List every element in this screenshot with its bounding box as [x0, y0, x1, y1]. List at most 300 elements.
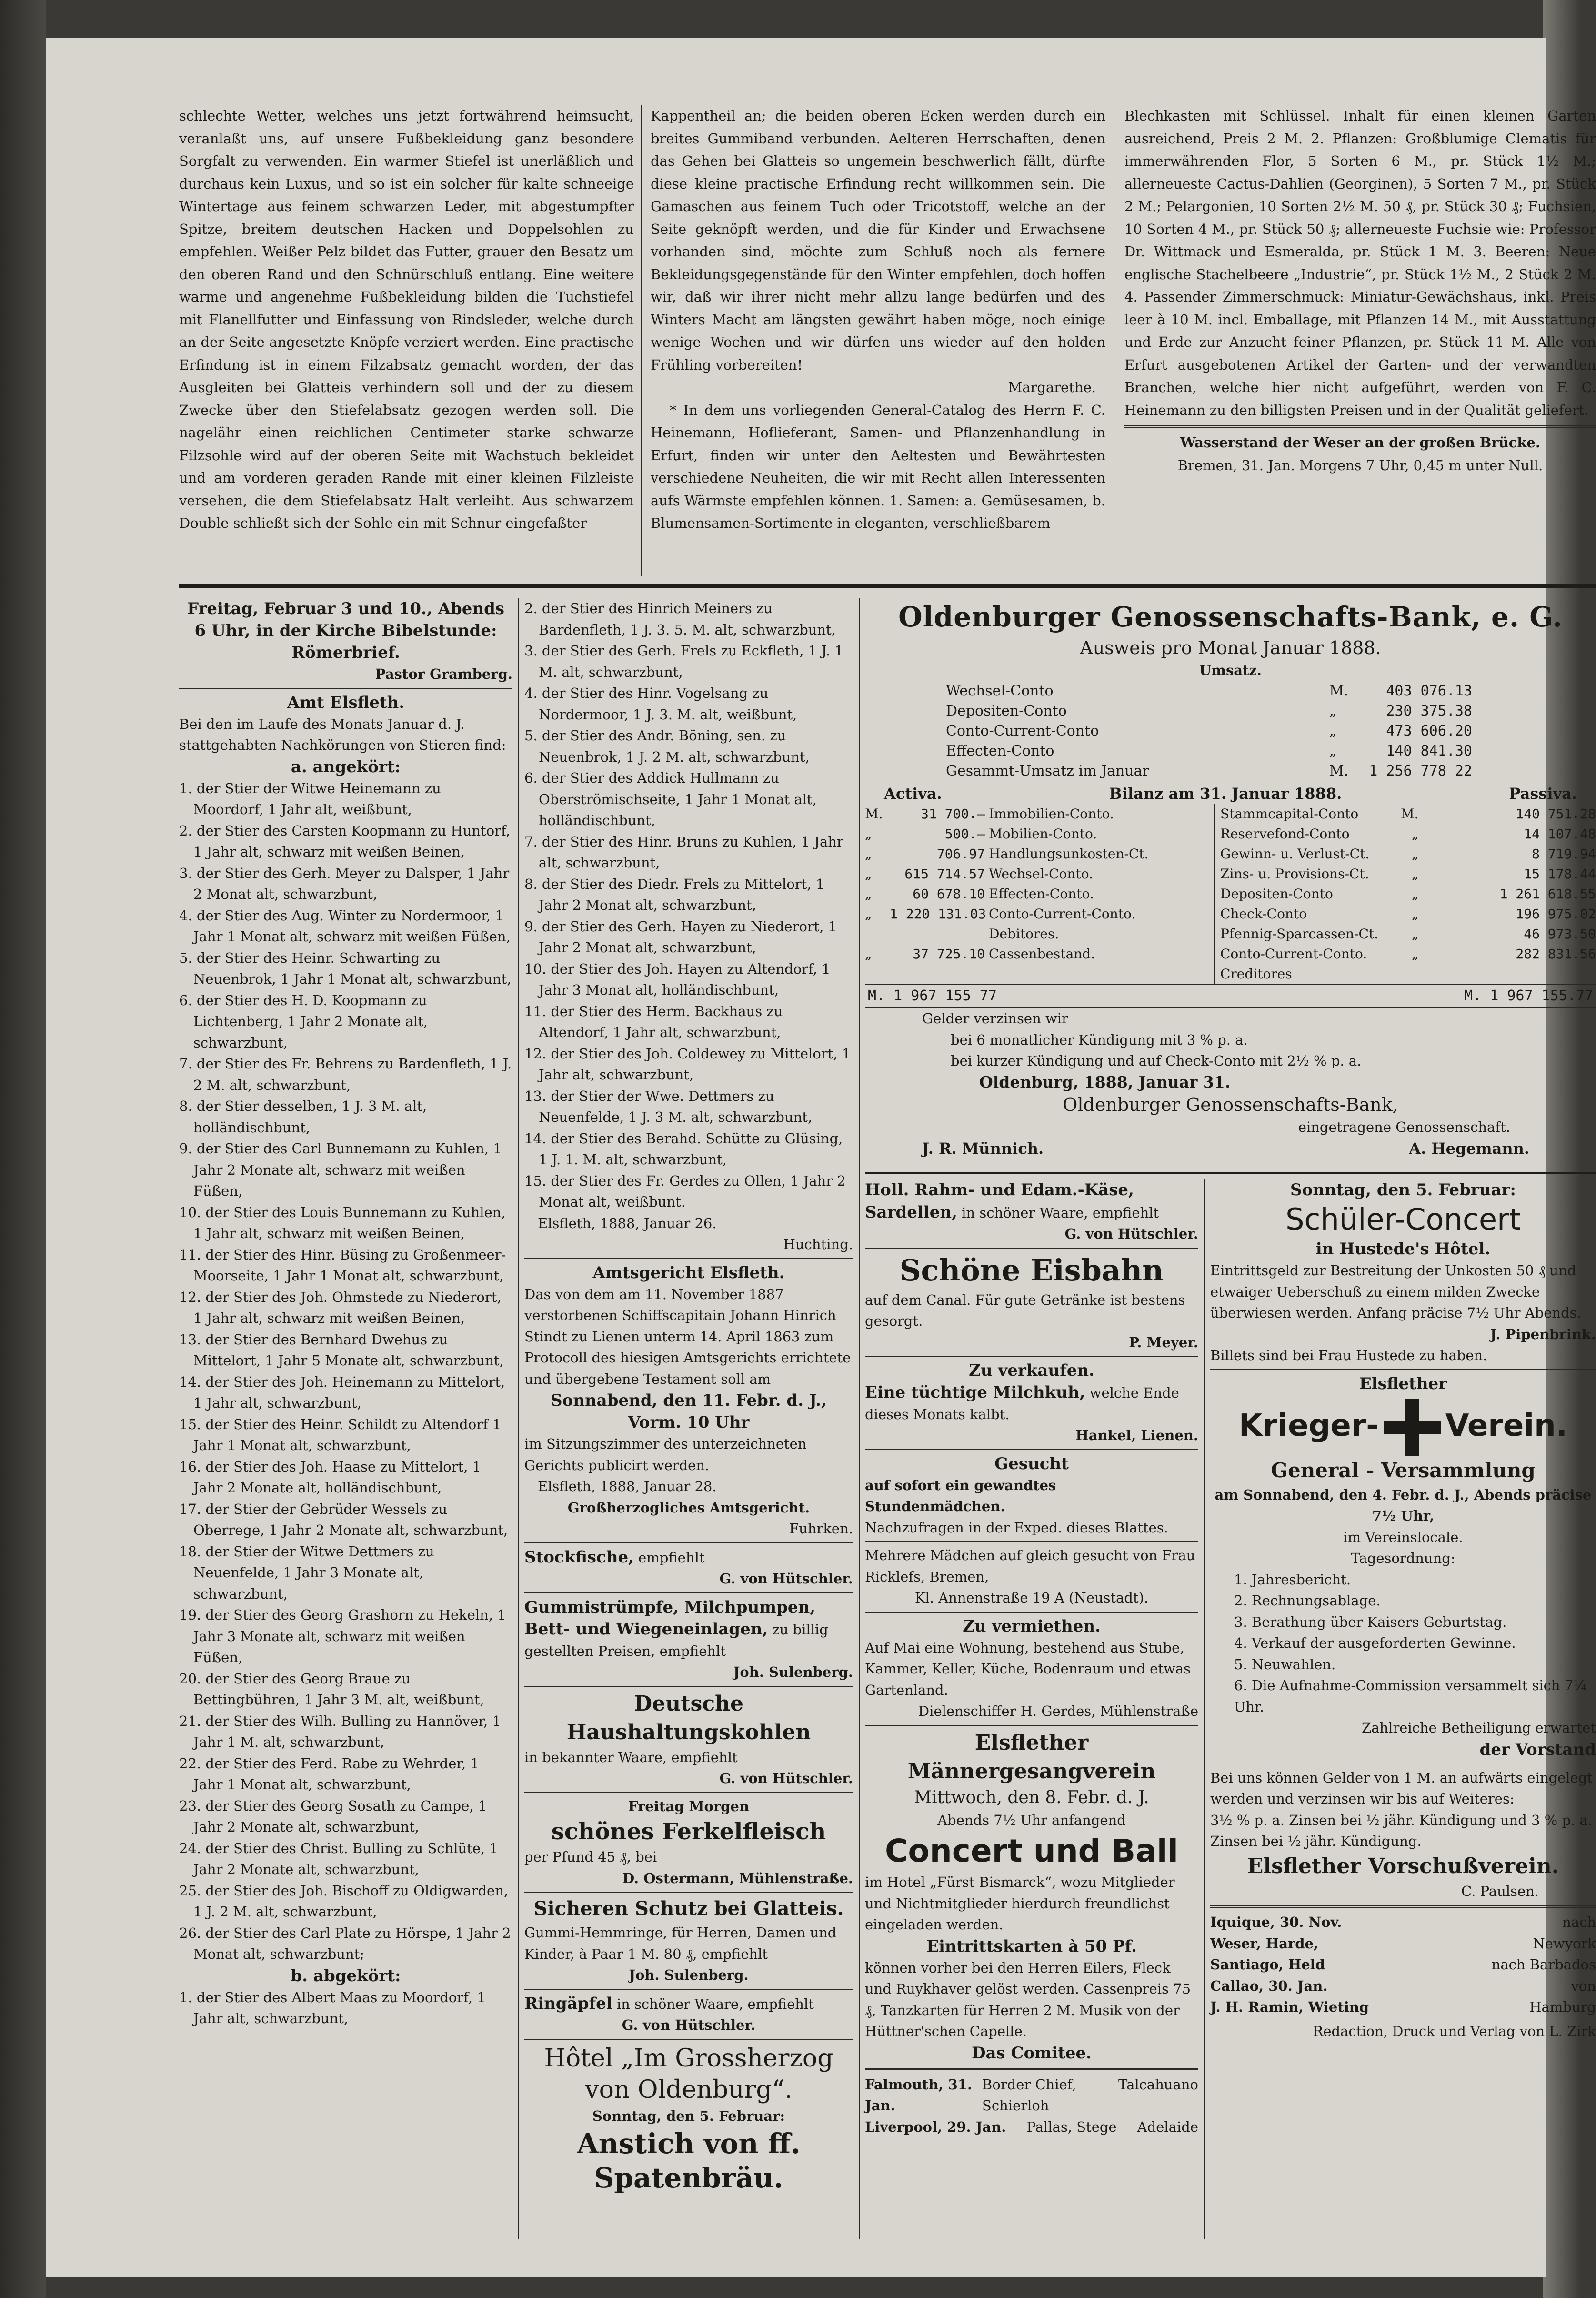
ad-text: Nachzufragen in der Exped. dieses Blattes.	[865, 1519, 1168, 1536]
ship-row	[865, 2117, 1198, 2138]
umsatz-row	[946, 761, 1472, 781]
divider	[1210, 1369, 1596, 1370]
stier-entry: 5. der Stier des Andr. Böning, sen. zu Neuenbrok, 1 J. 2 M. alt, schwarzbunt,	[524, 727, 810, 765]
passiva-heading: Passiva.	[1509, 784, 1577, 803]
ship-field: Liverpool, 29. Jan.	[865, 2118, 1006, 2135]
ad-signature: G. von Hütschler.	[1064, 1226, 1198, 1242]
umsatz-value: 1 256 778 22	[1369, 762, 1472, 779]
ad-text: auf dem Canal. Für gute Getränke ist bestens gesorgt.	[865, 1291, 1185, 1329]
divider	[865, 2068, 1198, 2070]
concert-billets: Billets sind bei Frau Hustede zu haben.	[1210, 1347, 1487, 1363]
signature: A. Hegemann.	[1409, 1139, 1529, 1158]
stier-entry: 3. der Stier des Gerh. Frels zu Eckfleth, 1 J. 1 M. alt, schwarzbunt,	[524, 643, 843, 680]
verein-word: Verein.	[1445, 1408, 1568, 1443]
divider	[865, 1172, 1596, 1174]
abgekoert-list	[179, 1987, 512, 2029]
ad-text: zu billig gestellten Preisen, empfiehlt	[524, 1622, 828, 1659]
feuilleton-column-1	[179, 105, 634, 576]
concert-date: Sonntag, den 5. Februar:	[1290, 1180, 1516, 1199]
bank-report	[865, 598, 1596, 1167]
bilanz-heading: Bilanz am 31. Januar 1888.	[1109, 784, 1342, 803]
ship-field: Falmouth, 31. Jan.	[865, 2076, 973, 2114]
activa-currency: „	[865, 886, 872, 902]
ad-title: auf sofort ein gewandtes Stundenmädchen.	[865, 1477, 1056, 1514]
verein-title: Elsflether Männergesangverein	[907, 1730, 1156, 1784]
passiva-value: 15 178.44	[1524, 866, 1596, 882]
stier-entry: 15. der Stier des Fr. Gerdes zu Ollen, 1 Jahr 2 Monat alt, weißbunt.	[524, 1172, 846, 1210]
ship-field: Newyork	[1533, 1935, 1596, 1952]
activa-label: Wechsel-Conto.	[989, 866, 1093, 882]
umsatz-label: Wechsel-Conto	[946, 682, 1054, 699]
ad-text: welche Ende dieses Monats kalbt.	[865, 1385, 1179, 1422]
advertisements-section	[179, 598, 1596, 2239]
umsatz-heading: Umsatz.	[1199, 662, 1262, 678]
umsatz-label: Effecten-Conto	[946, 742, 1054, 759]
activa-row	[865, 864, 1208, 884]
ad-text: in schöner Waare, empfiehlt	[616, 1996, 814, 2012]
stier-entry: 19. der Stier des Georg Grashorn zu Hekeln, 1 Jahr 3 Monate alt, schwarz mit weißen Füßen,	[179, 1607, 506, 1665]
ads-column-d	[1210, 1179, 1596, 2239]
stier-entry: 25. der Stier des Joh. Bischoff zu Oldigwarden, 1 J. 2 M. alt, schwarzbunt,	[179, 1882, 509, 1920]
passiva-label: Check-Conto	[1220, 906, 1307, 922]
stier-entry: 26. der Stier des Carl Plate zu Hörspe, 1 Jahr 2 Monat alt, schwarzbunt;	[179, 1925, 511, 1962]
stier-entry: 1. der Stier der Witwe Heinemann zu Moordorf, 1 Jahr alt, weißbunt,	[179, 780, 441, 817]
ad-signature: Hankel, Lienen.	[1075, 1427, 1198, 1443]
umsatz-table	[865, 681, 1596, 781]
total-passiva: M. 1 967 155.77	[1464, 988, 1593, 1004]
activa-currency: M.	[865, 806, 883, 822]
catalog-notice: * In dem uns vorliegenden General-Catalog des Herrn F. C. Heinemann, Hoflieferant, Samen- und Pflanzenhandlung in Erfurt, finden wir unter den Aeltesten und Bewährtesten verschiedene Neuheiten, die wir mit Recht allen Interessenten aufs Wärmste empfehlen können. 1. Samen: a. Gemüsesamen, b. Blumensamen-Sortimente in eleganten, verschließbarem	[651, 402, 1105, 531]
section-divider	[179, 584, 1596, 588]
activa-label: Cassenbestand.	[989, 946, 1095, 962]
eisbahn-title: Schöne Eisbahn	[899, 1252, 1164, 1288]
bank-place-date: Oldenburg, 1888, Januar 31.	[979, 1072, 1231, 1091]
total-activa: M. 1 967 155 77	[868, 988, 997, 1004]
activa-label: Immobilien-Conto.	[989, 806, 1114, 822]
stier-entry: 13. der Stier der Wwe. Dettmers zu Neuenfelde, 1 J. 3 M. alt, schwarzbunt,	[524, 1088, 813, 1125]
zins-text: bei 6 monatlicher Kündigung mit 3 % p. a.	[951, 1031, 1248, 1048]
ship-field: von	[1571, 1977, 1596, 1994]
ad-title: Gummistrümpfe, Milchpumpen, Bett- und Wiegeneinlagen,	[524, 1597, 816, 1639]
activa-currency: „	[865, 866, 872, 882]
umsatz-currency: „	[1329, 722, 1337, 739]
zins-text: bei kurzer Kündigung und auf Check-Conto mit 2½ % p. a.	[951, 1053, 1362, 1069]
umsatz-currency: M.	[1329, 682, 1349, 699]
date-line: Elsfleth, 1888, Januar 26.	[538, 1215, 717, 1231]
passiva-label: Zins- u. Provisions-Ct.	[1220, 866, 1369, 882]
stier-entry: 2. der Stier des Carsten Koopmann zu Huntorf, 1 Jahr alt, schwarz mit weißen Beinen,	[179, 822, 510, 860]
concert-venue: in Hustede's Hôtel.	[1315, 1240, 1491, 1259]
ad-signature: P. Meyer.	[1129, 1334, 1198, 1351]
comitee-signature: Das Comitee.	[972, 2043, 1092, 2063]
amtsgericht-text: im Sitzungszimmer des unterzeichneten Gerichts publicirt werden.	[524, 1436, 807, 1473]
agenda-item: 3. Berathung über Kaisers Geburtstag.	[1234, 1613, 1507, 1630]
passiva-row	[1220, 904, 1596, 924]
stier-entry: 18. der Stier der Witwe Dettmers zu Neuenfelde, 1 Jahr 3 Monate alt, schwarzbunt,	[179, 1543, 434, 1602]
activa-row	[865, 804, 1208, 824]
ad-signature: Joh. Sulenberg.	[733, 1664, 853, 1680]
page-content	[179, 105, 1596, 2239]
umsatz-currency: M.	[1329, 762, 1349, 779]
ad-text: Gummi-Hemmringe, für Herren, Damen und Kinder, à Paar 1 M. 80 ₰, empfiehlt	[524, 1925, 837, 1962]
stier-entry: 9. der Stier des Carl Bunnemann zu Kuhlen, 1 Jahr 2 Monate alt, schwarz mit weißen Füßen,	[179, 1140, 502, 1199]
ad-text: in schöner Waare, empfiehlt	[962, 1204, 1159, 1221]
catalog-notice: Blechkasten mit Schlüssel. Inhalt für einen kleinen Garten ausreichend, Preis 2 M. 2. Pflanzen: Großblumige Clematis für immerwährenden Flor, 5 Sorten 6 M., pr. Stück 1½ M.; allerneueste Cactus-Dahlien (Georginen), 5 Sorten 7 M., pr. Stück 2 M.; Pelargonien, 10 Sorten 2½ M. 50 ₰, pr. Stück 30 ₰; Fuchsien, 10 Sorten 4 M., pr. Stück 50 ₰; allerneueste Fuchsie wie: Professor Dr. Wittmack und Esmeralda, pr. Stück 1 M. 3. Beeren: Neue englische Stachelbeere „Industrie“, pr. Stück 1½ M., 2 Stück 2 M. 4. Passender Zimmerschmuck: Miniatur-Gewächshaus, inkl. Preis leer à 10 M. incl. Emballage, mit Pflanzen 14 M., mit Ausstattung und Erde zur Anzucht feiner Pflanzen, pr. Stück 11 M. Alle von Erfurt ausgebotenen Artikel der Garten- und der verwandten Branchen, welche hier nicht aufgeführt, werden von F. C. Heinemann zu den billigsten Preisen und in der Qualität geliefert.	[1124, 108, 1596, 418]
vorschuss-title: Elsflether Vorschußverein.	[1247, 1854, 1559, 1878]
activa-value: 31 700.—	[921, 806, 985, 822]
stier-entry: 14. der Stier des Joh. Heinemann zu Mittelort, 1 Jahr alt, schwarzbunt,	[179, 1373, 505, 1411]
activa-currency: „	[865, 846, 872, 862]
passiva-row	[1220, 824, 1596, 844]
pastor-name: Pastor Gramberg.	[375, 666, 512, 682]
activa-label: Conto-Current-Conto. Debitores.	[989, 906, 1136, 942]
signature: Huchting.	[783, 1236, 853, 1252]
stier-entry: 11. der Stier des Hinr. Büsing zu Großenmeer-Moorseite, 1 Jahr 1 Monat alt, schwarzbunt,	[179, 1246, 506, 1284]
bank-signatures	[865, 1138, 1596, 1159]
stier-entry: 7. der Stier des Hinr. Bruns zu Kuhlen, 1 Jahr alt, schwarzbunt,	[524, 833, 843, 871]
feuilleton-column-3	[1124, 105, 1596, 576]
passiva-label: Stammcapital-Conto	[1220, 806, 1359, 822]
activa-value: 1 220 131.03	[890, 906, 986, 922]
ad-text: in bekannter Waare, empfiehlt	[524, 1749, 738, 1765]
ship-row	[1210, 1954, 1596, 1975]
gv-place: im Vereinslocale.	[1343, 1529, 1463, 1545]
divider	[865, 1449, 1198, 1450]
stier-entry: 16. der Stier des Joh. Haase zu Mittelort, 1 Jahr 2 Monate alt, holländischbunt,	[179, 1458, 482, 1496]
bank-ausweis: Ausweis pro Monat Januar 1888.	[1080, 637, 1381, 658]
vorstand-signature: der Vorstand	[1479, 1740, 1596, 1759]
ad-text: können vorher bei den Herren Eilers, Fleck und Ruykhaver gelöst werden. Cassenpreis 75 ₰, Tanzkarten für Herren 2 M. Musik von der Hüttner'schen Capelle.	[865, 1959, 1191, 2039]
ad-text: per Pfund 45 ₰, bei	[524, 1849, 657, 1865]
stier-entry: 12. der Stier des Joh. Ohmstede zu Niederort, 1 Jahr alt, schwarz mit weißen Beinen,	[179, 1289, 502, 1326]
ad-text: Auf Mai eine Wohnung, bestehend aus Stube, Kammer, Keller, Küche, Bodenraum und etwas Gartenland.	[865, 1639, 1191, 1698]
water-level-title: Wasserstand der Weser an der großen Brücke.	[1180, 434, 1540, 451]
krieger-word: Krieger-	[1238, 1408, 1379, 1443]
impressum: Redaction, Druck und Verlag von L. Zirk	[1313, 2023, 1596, 2039]
hotel-date: Sonntag, den 5. Februar:	[592, 2107, 785, 2124]
activa-currency: „	[865, 906, 872, 922]
ship-row	[1210, 1933, 1596, 1955]
umsatz-value: 473 606.20	[1386, 722, 1472, 739]
passiva-row	[1220, 944, 1596, 984]
passiva-value: 140 751.28	[1516, 806, 1596, 822]
agenda-item: 4. Verkauf der ausgeforderten Gewinne.	[1234, 1635, 1516, 1651]
divider	[865, 1248, 1198, 1249]
stier-entry: 6. der Stier des H. D. Koopmann zu Lichtenberg, 1 Jahr 2 Monate alt, schwarzbunt,	[179, 992, 428, 1051]
gv-date: am Sonnabend, den 4. Febr. d. J., Abends präcise 7½ Uhr,	[1215, 1486, 1592, 1524]
activa-row	[865, 844, 1208, 864]
umsatz-label: Depositen-Conto	[946, 702, 1067, 719]
activa-value: 706.97	[936, 846, 985, 862]
umsatz-label: Conto-Current-Conto	[946, 722, 1099, 739]
activa-row	[865, 904, 1208, 944]
list-heading: b. abgekört:	[291, 1966, 401, 1986]
passiva-row	[1220, 924, 1596, 944]
angekoert-list	[179, 778, 512, 1965]
krieger-town: Elsflether	[1359, 1374, 1447, 1393]
activa-value: 60 678.10	[913, 886, 985, 902]
umsatz-row	[946, 681, 1472, 701]
tagesordnung-heading: Tagesordnung:	[1351, 1550, 1455, 1566]
activa-label: Handlungsunkosten-Ct.	[989, 846, 1149, 862]
activa-row	[865, 824, 1208, 844]
ad-heading: Zu verkaufen.	[969, 1361, 1094, 1380]
ad-text: empfiehlt	[638, 1549, 705, 1566]
amt-column	[179, 598, 512, 2239]
stier-entry: 1. der Stier des Albert Maas zu Moordorf, 1 Jahr alt, schwarzbunt,	[179, 1989, 486, 2026]
ad-text: im Hotel „Fürst Bismarck“, wozu Mitglieder und Nichtmitglieder hierdurch freundlichst eingeladen werden.	[865, 1874, 1175, 1933]
sparen-text: Bei uns können Gelder von 1 M. an aufwärts eingelegt werden und verzinsen wir bis auf Weiteres:	[1210, 1769, 1593, 1807]
stier-entry: 8. der Stier desselben, 1 J. 3 M. alt, holländischbunt,	[179, 1098, 427, 1136]
judge-name: Fuhrken.	[789, 1521, 853, 1537]
agenda-item: 1. Jahresbericht.	[1234, 1571, 1351, 1588]
ad-signature: G. von Hütschler.	[719, 1571, 853, 1587]
middle-column	[524, 598, 853, 2239]
ad-title: Deutsche Haushaltungskohlen	[566, 1691, 811, 1744]
ad-title: Stockfische,	[524, 1547, 634, 1567]
passiva-label: Conto-Current-Conto. Creditores	[1220, 946, 1367, 982]
bilanz-header	[865, 783, 1596, 805]
umsatz-value: 230 375.38	[1386, 702, 1472, 719]
umsatz-currency: „	[1329, 742, 1337, 759]
stier-entry: 22. der Stier des Ferd. Rabe zu Wehrder, 1 Jahr 1 Monat alt, schwarzbunt,	[179, 1755, 479, 1793]
ad-title: Sicheren Schutz bei Glatteis.	[533, 1897, 844, 1920]
passiva-value: 14 107.48	[1524, 826, 1596, 842]
stier-entry: 15. der Stier des Heinr. Schildt zu Altendorf 1 Jahr 1 Monat alt, schwarzbunt,	[179, 1416, 502, 1453]
divider	[524, 2039, 853, 2040]
stier-entry: 2. der Stier des Hinrich Meiners zu Bardenfleth, 1 J. 3. 5. M. alt, schwarzbunt,	[524, 600, 836, 638]
passiva-currency: „	[1411, 926, 1419, 942]
eintritt-title: Eintrittskarten à 50 Pf.	[926, 1936, 1137, 1956]
activa-row	[865, 944, 1208, 964]
passiva-value: 282 831.56	[1516, 946, 1596, 962]
stier-entry: 17. der Stier der Gebrüder Wessels zu Oberrege, 1 Jahr 2 Monate alt, schwarzbunt,	[179, 1501, 508, 1538]
article-text: schlechte Wetter, welches uns jetzt fortwährend heimsucht, veranlaßt uns, auf unsere Fußbekleidung ganz besondere Sorgfalt zu verwenden. Ein warmer Stiefel ist unerläßlich und durchaus kein Luxus, und so ist ein solcher für kalte schneeige Wintertage aus feinem schwarzen Leder, mit abgestumpfter Spitze, breitem deutschen Hacken und Doppelsohlen zu empfehlen. Weißer Pelz bildet das Futter, grauer den Besatz um den oberen Rand und den Schnürschluß entlang. Eine weitere warme und angenehme Fußbekleidung bilden die Tuchstiefel mit Flanellfutter und Einfassung von Rindsleder, welche durch an der Seite angesetzte Knöpfe verziert werden. Eine practische Erfindung ist in einem Filzabsatz gemacht worden, der das Ausgleiten bei Glatteis verhindern soll und der zu diesem Zwecke über den Stiefelabsatz gezogen werden soll. Die nagelähr einen reichlichen Centimeter starke schwarze Filzsohle wird auf der oberen Seite mit Wachstuch bekleidet und am vorderen geraden Rande mit einer kleinen Filzleiste versehen, die dem Stiefelabsatz Halt verleiht. Aus schwarzem Double schließt sich der Sohle ein mit Schnur eingefaßter	[179, 108, 634, 531]
bilanz-table	[865, 804, 1596, 984]
divider	[524, 1686, 853, 1687]
activa-value: 37 725.10	[913, 946, 985, 962]
date-line: Elsfleth, 1888, Januar 28.	[538, 1478, 717, 1494]
water-level-text: Bremen, 31. Jan. Morgens 7 Uhr, 0,45 m unter Null.	[1177, 457, 1543, 474]
ship-row	[1210, 1996, 1596, 2018]
passiva-currency: „	[1411, 846, 1419, 862]
passiva-row	[1220, 864, 1596, 884]
ad-pre: Freitag Morgen	[628, 1798, 749, 1814]
passiva-value: 8 719.94	[1532, 846, 1596, 862]
stier-entry: 20. der Stier des Georg Braue zu Bettingbühren, 1 Jahr 3 M. alt, weißbunt,	[179, 1670, 484, 1708]
column-divider	[518, 598, 519, 2239]
amt-title: Amt Elsfleth.	[287, 693, 405, 712]
stier-list-continued	[524, 598, 853, 1213]
passiva-row	[1220, 884, 1596, 904]
ad-signature: G. von Hütschler.	[622, 2017, 756, 2033]
concert-title: Schüler-Concert	[1285, 1202, 1521, 1237]
stier-entry: 21. der Stier des Wilh. Bulling zu Hannöver, 1 Jahr 1 M. alt, schwarzbunt,	[179, 1713, 501, 1750]
ship-field: Weser, Harde,	[1210, 1935, 1319, 1952]
passiva-currency: „	[1411, 826, 1419, 842]
amtsgericht-title: Amtsgericht Elsfleth.	[592, 1263, 785, 1282]
passiva-row	[1220, 844, 1596, 864]
activa-label: Mobilien-Conto.	[989, 826, 1097, 842]
article-text: Kappentheil an; die beiden oberen Ecken werden durch ein breites Gummiband verbunden. Aelteren Herrschaften, denen das Gehen bei Glatteis so ungemein beschwerlich fällt, dürfte diese kleine practische Erfindung recht willkommen sein. Die Gamaschen aus feinem Tuch oder Tricotstoff, welche an der Seite geknöpft werden, und die für Kinder und Erwachsene vorhanden sind, möchte zum Schluß noch als fernere Bekleidungsgegenstände für den Winter empfehlen, doch hoffen wir, daß wir ihrer nicht mehr allzu lange bedürfen und des Winters Macht am längsten gewährt haben möge, noch einige wenige Wochen und wir dürfen uns wieder auf den holden Frühling vorbereiten!	[651, 108, 1105, 373]
concert-ball-title: Concert und Ball	[884, 1833, 1178, 1869]
divider	[865, 1541, 1198, 1542]
passiva-currency: „	[1411, 906, 1419, 922]
passiva-value: 196 975.02	[1516, 906, 1596, 922]
feuilleton-section	[179, 105, 1596, 581]
bank-firm-sub: eingetragene Genossenschaft.	[1298, 1119, 1510, 1135]
passiva-currency: M.	[1400, 806, 1419, 822]
stier-entry: 10. der Stier des Joh. Hayen zu Altendorf, 1 Jahr 3 Monat alt, holländischbunt,	[524, 960, 831, 998]
divider	[179, 688, 512, 689]
ship-field: nach	[1562, 1914, 1596, 1930]
ship-field: Callao, 30. Jan.	[1210, 1977, 1328, 1994]
passiva-label: Reservefond-Conto	[1220, 826, 1350, 842]
concert-text: Eintrittsgeld zur Bestreitung der Unkosten 50 ₰ und etwaiger Ueberschuß zu einem milden Zwecke überwiesen werden. Anfang präcise 7½ Uhr Abends.	[1210, 1262, 1581, 1321]
stier-entry: 23. der Stier des Georg Sosath zu Campe, 1 Jahr 2 Monate alt, schwarzbunt,	[179, 1797, 487, 1835]
agenda-item: 6. Die Aufnahme-Commission versammelt sich 7¼ Uhr.	[1234, 1677, 1587, 1715]
stier-entry: 14. der Stier des Berahd. Schütte zu Glüsing, 1 J. 1. M. alt, schwarzbunt,	[524, 1130, 843, 1168]
divider	[865, 1612, 1198, 1613]
amt-intro: Bei den im Laufe des Monats Januar d. J. stattgehabten Nachkörungen von Stieren find:	[179, 716, 506, 753]
stier-entry: 24. der Stier des Christ. Bulling zu Schlüte, 1 Jahr 2 Monate alt, schwarzbunt,	[179, 1840, 498, 1877]
passiva-value: 1 261 618.55	[1499, 886, 1596, 902]
agenda-item: 2. Rechnungsablage.	[1234, 1592, 1381, 1609]
bank-firm: Oldenburger Genossenschafts-Bank,	[1063, 1094, 1398, 1115]
passiva-currency: „	[1411, 886, 1419, 902]
newspaper-page	[46, 38, 1596, 2277]
ship-row	[1210, 1975, 1596, 1997]
agenda-list	[1210, 1569, 1596, 1718]
passiva-label: Gewinn- u. Verlust-Ct.	[1220, 846, 1370, 862]
article-author: Margarethe.	[1008, 379, 1096, 395]
sparen-text: 3½ % p. a. Zinsen bei ½ jähr. Kündigung und 3 % p. a. Zinsen bei ½ jähr. Kündigung.	[1210, 1812, 1592, 1849]
ship-news	[865, 2074, 1198, 2138]
passiva-table	[1220, 804, 1596, 984]
passiva-label: Pfennig-Sparcassen-Ct.	[1220, 926, 1379, 942]
activa-table	[865, 804, 1208, 984]
stier-entry: 9. der Stier des Gerh. Hayen zu Niederort, 1 Jahr 2 Monat alt, schwarzbunt,	[524, 918, 837, 956]
stier-entry: 13. der Stier des Bernhard Dwehus zu Mittelort, 1 Jahr 5 Monate alt, schwarzbunt,	[179, 1331, 504, 1369]
ship-field: Hamburg	[1529, 1999, 1596, 2015]
passiva-currency: „	[1411, 866, 1419, 882]
amtsgericht-date: Sonnabend, den 11. Febr. d. J., Vorm. 10 Uhr	[551, 1391, 827, 1432]
activa-label: Effecten-Conto.	[989, 886, 1094, 902]
signature: J. R. Münnich.	[922, 1139, 1044, 1158]
verein-date: Mittwoch, den 8. Febr. d. J.	[914, 1787, 1149, 1807]
divider	[524, 1542, 853, 1543]
ship-field: Iquique, 30. Nov.	[1210, 1914, 1342, 1930]
divider	[524, 1892, 853, 1893]
ad-title: Ringäpfel	[524, 1994, 612, 2013]
zahlreich-text: Zahlreiche Betheiligung erwartet	[1362, 1720, 1596, 1736]
umsatz-row	[946, 721, 1472, 741]
passiva-label: Depositen-Conto	[1220, 886, 1333, 902]
passiva-value: 46 973.50	[1524, 926, 1596, 942]
ad-title: schönes Ferkelfleisch	[551, 1818, 826, 1845]
agenda-item: 5. Neuwahlen.	[1234, 1656, 1336, 1673]
column-divider	[641, 105, 642, 576]
passiva-row	[1220, 804, 1596, 824]
activa-value: 615 714.57	[904, 866, 985, 882]
ship-field: Pallas, Stege	[1026, 2118, 1117, 2135]
ad-signature: D. Ostermann, Mühlenstraße.	[622, 1870, 853, 1886]
concert-signature: J. Pipenbrink.	[1490, 1326, 1596, 1342]
ad-heading: Gesucht	[994, 1454, 1069, 1473]
bibelstunde-notice: Freitag, Februar 3 und 10., Abends 6 Uhr, in der Kirche Bibelstunde: Römerbrief.	[187, 599, 505, 662]
activa-currency: „	[865, 826, 872, 842]
vorschuss-signature: C. Paulsen.	[1461, 1883, 1539, 1899]
bilanz-total	[865, 984, 1596, 1008]
zins-text: Gelder verzinsen wir	[922, 1010, 1068, 1027]
scan-border-left	[0, 0, 46, 2298]
umsatz-currency: „	[1329, 702, 1337, 719]
ad-signature: G. von Hütschler.	[719, 1770, 853, 1786]
gv-title: General - Versammlung	[1271, 1458, 1536, 1482]
divider	[524, 1989, 853, 1990]
divider	[524, 1258, 853, 1259]
column-divider	[1204, 1179, 1205, 2239]
ship-field: Adelaide	[1137, 2118, 1198, 2135]
divider	[524, 1592, 853, 1593]
passiva-currency: „	[1411, 946, 1419, 962]
ad-signature: Joh. Sulenberg.	[629, 1967, 749, 1983]
stier-entry: 4. der Stier des Hinr. Vogelsang zu Nordermoor, 1 J. 3. M. alt, weißbunt,	[524, 685, 797, 723]
hotel-title: Hôtel „Im Grossherzog von Oldenburg“.	[544, 2044, 833, 2104]
ship-field: Santiago, Held	[1210, 1956, 1325, 1973]
umsatz-value: 403 076.13	[1386, 682, 1472, 699]
divider	[1210, 1905, 1596, 1908]
stier-entry: 8. der Stier des Diedr. Frels zu Mittelort, 1 Jahr 2 Monat alt, schwarzbunt,	[524, 876, 825, 913]
activa-heading: Activa.	[884, 784, 942, 803]
ship-field: Border Chief, Schierloh	[982, 2076, 1076, 2114]
court-signature: Großherzogliches Amtsgericht.	[567, 1499, 810, 1516]
verein-time: Abends 7½ Uhr anfangend	[937, 1812, 1126, 1828]
activa-currency: „	[865, 946, 872, 962]
stier-entry: 3. der Stier des Gerh. Meyer zu Dalsper, 1 Jahr 2 Monat alt, schwarzbunt,	[179, 865, 510, 902]
stier-entry: 6. der Stier des Addick Hullmann zu Oberströmischseite, 1 Jahr 1 Monat alt, holländischbunt,	[524, 770, 817, 828]
ship-row	[1210, 1912, 1596, 1933]
stier-entry: 5. der Stier des Heinr. Schwarting zu Neuenbrok, 1 Jahr 1 Monat alt, schwarzbunt,	[179, 949, 512, 987]
ship-row	[865, 2074, 1198, 2117]
stier-entry: 7. der Stier des Fr. Behrens zu Bardenfleth, 1 J. 2 M. alt, schwarzbunt,	[179, 1056, 512, 1093]
ship-field: nach Barbados	[1491, 1956, 1596, 1973]
stier-entry: 11. der Stier des Herm. Backhaus zu Altendorf, 1 Jahr alt, schwarzbunt,	[524, 1003, 783, 1040]
umsatz-label: Gesammt-Umsatz im Januar	[946, 762, 1149, 779]
umsatz-row	[946, 701, 1472, 721]
list-heading: a. angekört:	[291, 757, 401, 776]
amtsgericht-text: Das von dem am 11. November 1887 verstorbenen Schiffscapitain Johann Hinrich Stindt zu Lienen unterm 14. April 1863 zum Protocoll des hiesigen Amtsgerichts errichtete und übergebene Testament soll am	[524, 1286, 851, 1387]
ship-news	[1210, 1912, 1596, 2018]
activa-row	[865, 884, 1208, 904]
divider	[865, 1356, 1198, 1357]
stier-entry: 4. der Stier des Aug. Winter zu Nordermoor, 1 Jahr 1 Monat alt, schwarz mit weißen Füßen,	[179, 907, 511, 945]
bank-title: Oldenburger Genossenschafts-Bank, e. G.	[898, 601, 1563, 633]
ads-column-c	[865, 1179, 1198, 2239]
stier-entry: 10. der Stier des Louis Bunnemann zu Kuhlen, 1 Jahr alt, schwarz mit weißen Beinen,	[179, 1204, 506, 1241]
ad-title: Eine tüchtige Milchkuh,	[865, 1383, 1085, 1402]
divider	[1124, 425, 1596, 428]
hotel-offer: Anstich von ff. Spatenbräu.	[577, 2127, 801, 2194]
table-divider	[1214, 804, 1215, 984]
ship-field: J. H. Ramin, Wieting	[1210, 1999, 1369, 2015]
feuilleton-column-2	[651, 105, 1105, 576]
umsatz-value: 140 841.30	[1386, 742, 1472, 759]
iron-cross-icon	[1384, 1399, 1441, 1456]
ad-heading: Zu vermiethen.	[963, 1616, 1101, 1636]
activa-value: 500.—	[944, 826, 985, 842]
umsatz-row	[946, 741, 1472, 761]
